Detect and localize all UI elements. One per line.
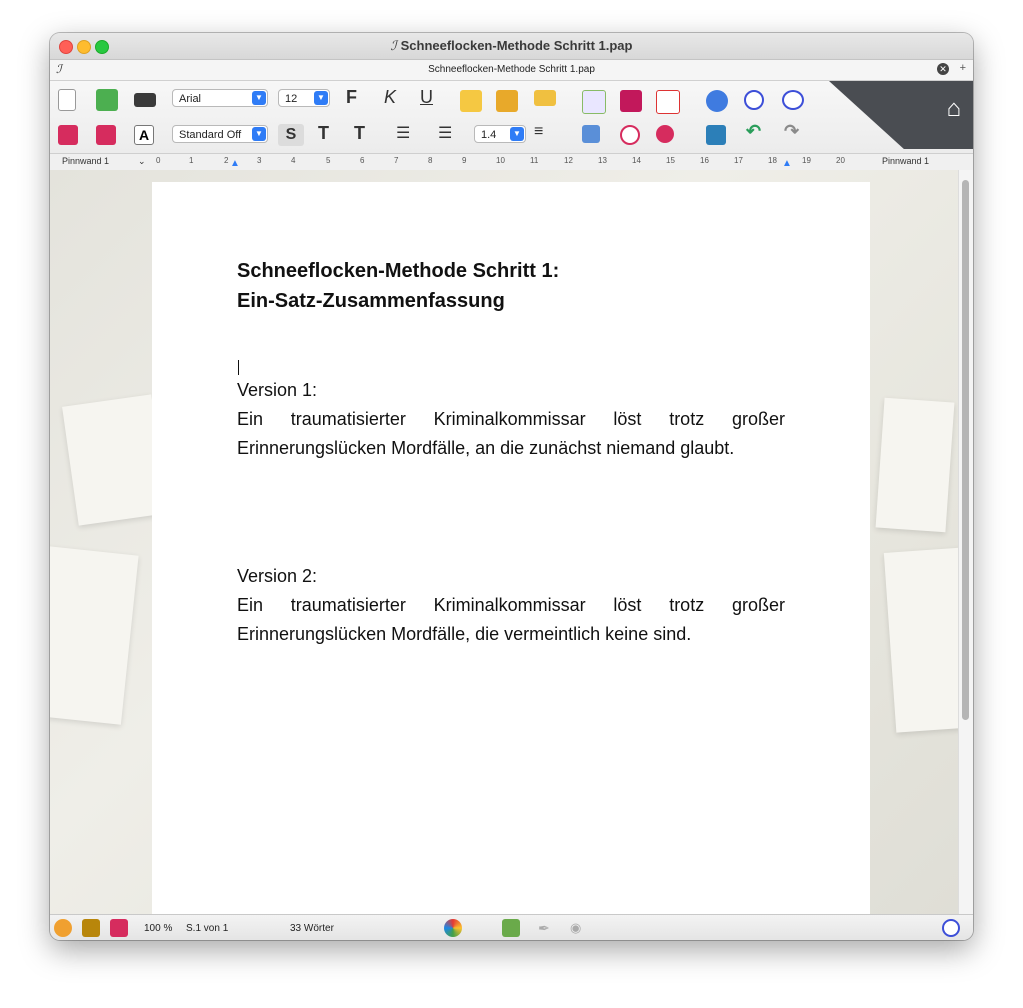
home-icon[interactable]: ⌂ <box>946 95 961 122</box>
eye-icon[interactable]: ◉ <box>570 920 582 935</box>
right-indent-marker[interactable]: ▲ <box>782 158 792 169</box>
document-page[interactable] <box>152 182 870 914</box>
document-title-line2: Ein-Satz-Zusammenfassung <box>237 290 505 312</box>
chevron-down-icon: ▼ <box>252 91 266 105</box>
zoom-level[interactable]: 100 % <box>144 923 173 934</box>
ruler-tick: 4 <box>291 156 296 165</box>
app-window <box>50 33 973 940</box>
paragraph-style-value: Standard Off <box>179 129 242 141</box>
spellcheck-icon[interactable] <box>582 125 600 143</box>
notes-export-icon[interactable] <box>582 90 606 114</box>
print-icon[interactable] <box>134 93 156 107</box>
app-logo-icon: ℐ <box>390 39 397 54</box>
chat-bubble-icon[interactable] <box>942 919 960 937</box>
ruler-tick: 2 <box>224 156 229 165</box>
subscript-icon[interactable]: T <box>354 123 365 143</box>
theater-masks-icon[interactable] <box>706 90 728 112</box>
ruler-tick: 0 <box>156 156 161 165</box>
read-aloud-icon[interactable] <box>656 125 674 143</box>
tab-bar <box>50 60 973 81</box>
location-search-icon[interactable] <box>744 90 764 110</box>
ruler-tick: 19 <box>802 156 811 165</box>
version-2-text: Ein traumatisierter Kriminalkommissar löst trotz großer Erinnerungslücken Mordfälle, die vermeintlich keine sind. <box>237 595 785 644</box>
ruler-tick: 16 <box>700 156 709 165</box>
undo-icon[interactable]: ↶ <box>746 121 762 141</box>
background-paper <box>50 545 139 725</box>
toolbar <box>50 81 973 153</box>
left-indent-marker[interactable]: ▲ <box>230 158 240 169</box>
focus-mode-icon[interactable] <box>54 919 72 937</box>
document-title <box>237 256 777 316</box>
style-analysis-icon[interactable] <box>620 125 640 145</box>
style-sheet-icon[interactable]: S <box>278 124 304 146</box>
word-count[interactable]: 33 Wörter <box>290 923 334 934</box>
document-title-line1: Schneeflocken-Methode Schritt 1: <box>237 260 560 282</box>
font-family-value: Arial <box>179 93 202 105</box>
ruler-tick: 7 <box>394 156 399 165</box>
ebook-export-icon[interactable] <box>620 90 642 112</box>
ruler-tick: 6 <box>360 156 365 165</box>
map-icon[interactable] <box>502 919 520 937</box>
save-as-icon[interactable] <box>96 125 116 145</box>
ruler-tick: 15 <box>666 156 675 165</box>
line-spacing-select[interactable] <box>474 125 526 143</box>
color-wheel-icon[interactable] <box>444 919 462 937</box>
ruler[interactable] <box>50 153 973 171</box>
ruler-board-label-right[interactable]: Pinnwand 1 <box>882 156 930 166</box>
font-family-select[interactable] <box>172 89 268 107</box>
app-logo-icon: ℐ <box>56 62 62 76</box>
ruler-tick: 12 <box>564 156 573 165</box>
bold-button[interactable]: F <box>346 87 357 107</box>
ruler-tick: 20 <box>836 156 845 165</box>
version-1-label: Version 1: <box>237 380 318 400</box>
pdf-export-icon[interactable] <box>656 90 680 114</box>
marker-icon[interactable] <box>496 90 518 112</box>
background-paper <box>876 398 955 533</box>
ruler-tick: 18 <box>768 156 777 165</box>
chevron-down-icon: ▼ <box>510 127 524 141</box>
ruler-tick: 17 <box>734 156 743 165</box>
scrollbar-thumb[interactable] <box>962 180 969 720</box>
speech-bubble-icon[interactable] <box>782 90 804 110</box>
quill-icon[interactable]: ✒ <box>538 920 550 936</box>
vertical-scrollbar[interactable] <box>958 170 973 914</box>
version-1-text: Ein traumatisierter Kriminalkommissar löst trotz großer Erinnerungslücken Mordfälle, an die zunächst niemand glaubt. <box>237 409 785 458</box>
redo-icon[interactable]: ↷ <box>784 121 800 141</box>
add-tab-icon[interactable]: + <box>959 62 966 74</box>
comment-icon[interactable] <box>534 90 556 106</box>
justify-icon[interactable]: ≡ <box>534 123 544 140</box>
ruler-tick: 11 <box>530 156 539 165</box>
text-cursor <box>238 360 239 375</box>
ruler-tick: 10 <box>496 156 505 165</box>
pinboard-background <box>50 170 959 914</box>
ruler-tick: 8 <box>428 156 433 165</box>
ruler-tick: 1 <box>189 156 194 165</box>
font-size-value: 12 <box>285 93 298 105</box>
ruler-tick: 13 <box>598 156 607 165</box>
ruler-tick: 3 <box>257 156 262 165</box>
chevron-down-icon[interactable]: ⌄ <box>138 156 146 166</box>
underline-button[interactable]: U <box>420 87 433 107</box>
ruler-tick: 9 <box>462 156 467 165</box>
background-paper <box>884 547 959 732</box>
calendar-icon[interactable] <box>706 125 726 145</box>
font-size-select[interactable] <box>278 89 330 107</box>
new-document-icon[interactable] <box>58 89 76 111</box>
version-2-label: Version 2: <box>237 566 318 586</box>
italic-button[interactable]: K <box>384 87 397 107</box>
save-icon[interactable] <box>58 125 78 145</box>
superscript-icon[interactable]: T <box>318 123 329 143</box>
page-indicator: S.1 von 1 <box>186 923 229 934</box>
document-tab[interactable]: Schneeflocken-Methode Schritt 1.pap <box>428 64 595 75</box>
status-bar <box>50 914 973 940</box>
title-bar <box>50 33 973 60</box>
window-title-text: Schneeflocken-Methode Schritt 1.pap <box>400 38 633 53</box>
chevron-down-icon: ▼ <box>252 127 266 141</box>
line-spacing-value: 1.4 <box>481 129 497 141</box>
presentation-icon[interactable] <box>110 919 128 937</box>
ruler-tick: 5 <box>326 156 331 165</box>
sticky-note-icon[interactable] <box>460 90 482 112</box>
ruler-board-label-left[interactable]: Pinnwand 1 <box>62 156 110 166</box>
chevron-down-icon: ▼ <box>314 91 328 105</box>
paragraph-style-select[interactable] <box>172 125 268 143</box>
window-title <box>50 38 973 54</box>
open-document-icon[interactable] <box>96 89 118 111</box>
ruler-tick: 14 <box>632 156 641 165</box>
align-left-icon[interactable]: ☰ <box>396 125 411 142</box>
dictionary-icon[interactable] <box>82 919 100 937</box>
close-tab-icon[interactable]: ✕ <box>937 63 949 75</box>
list-spacing-icon[interactable]: ☰ <box>438 125 453 142</box>
font-style-icon[interactable]: A <box>134 125 154 145</box>
